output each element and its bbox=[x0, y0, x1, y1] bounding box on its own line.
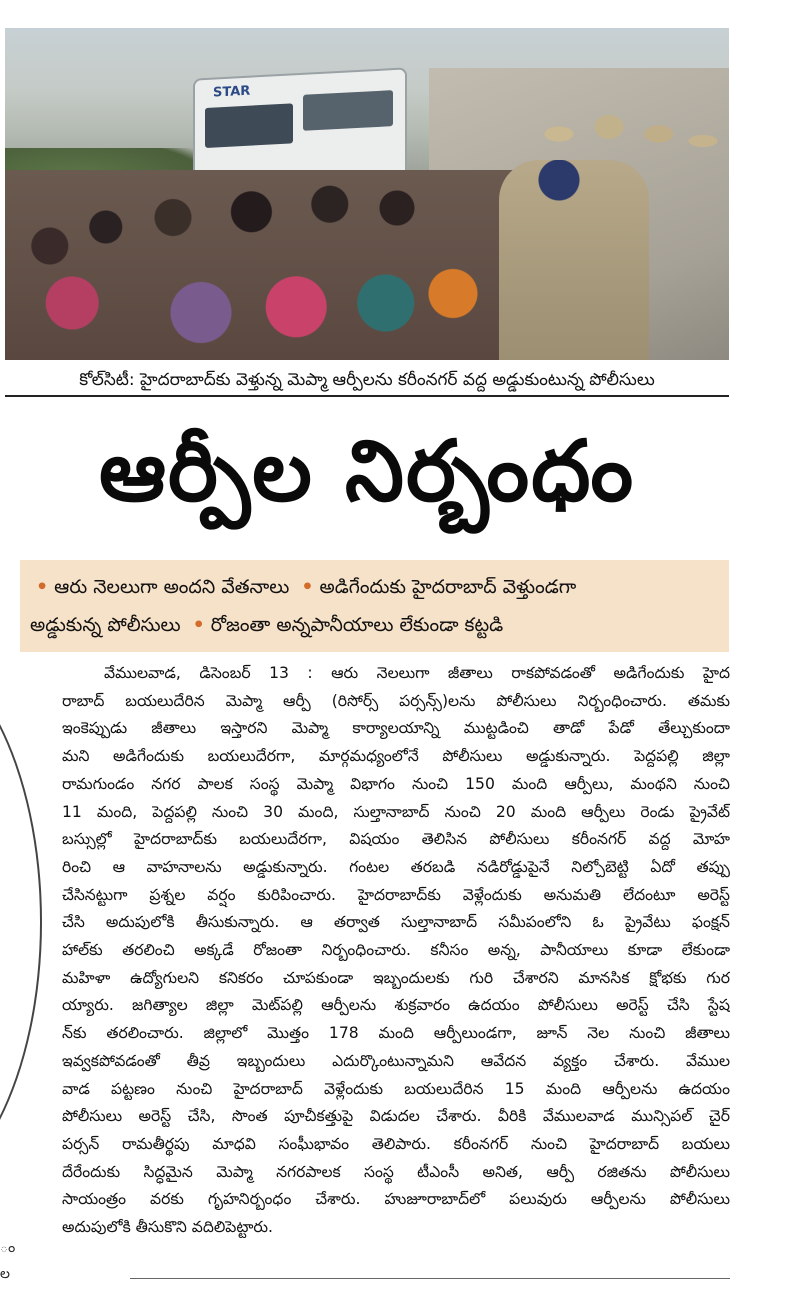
article-line: సాయంత్రం వరకు గృహనిర్బంధం చేశారు. హుజూరాబాద్‌లో పలువురు ఆర్పీలను పోలీసులు bbox=[62, 1190, 730, 1209]
subheadline-box bbox=[20, 560, 729, 652]
article-line: హాల్‌కు తరలించి అక్కడే రోజంతా నిర్బంధించారు. కనీసం అన్న, పానీయాలు కూడా లేకుండా bbox=[62, 941, 730, 960]
bullet: • bbox=[36, 576, 49, 598]
article-line: రించి ఆ వాహనాలను అడ్డుకున్నారు. గంటల తరబడి నడిరోడ్డుపైనే నిల్చోబెట్టి ఏదో తప్పు bbox=[62, 857, 730, 876]
adjacent-article-fragment: ం bbox=[0, 1240, 16, 1256]
bottom-rule bbox=[130, 1278, 730, 1279]
photo-bus-brand: STAR bbox=[213, 83, 251, 101]
article-line: దేరేందుకు సిద్ధమైన మెప్మా నగరపాలక సంస్థ టీఎంసీ అనిత, ఆర్పీ రజితను పోలీసులు bbox=[62, 1162, 730, 1181]
article-line: ఇవ్వకపోవడంతో తీవ్ర ఇబ్బందులు ఎదుర్కొంటున్నామని ఆవేదన వ్యక్తం చేశారు. వేముల bbox=[62, 1051, 730, 1070]
photo-crowd bbox=[5, 170, 565, 360]
news-photo bbox=[5, 28, 729, 360]
bullet: • bbox=[192, 614, 205, 636]
article-line: మహిళా ఉద్యోగులని కనికరం చూపకుండా ఇబ్బందులకు గురి చేశారని మానసిక క్షోభకు గుర bbox=[62, 968, 730, 987]
adjacent-article-border bbox=[0, 640, 42, 1204]
subheadline-line-1 bbox=[30, 568, 719, 606]
article-line: య్యారు. జగిత్యాల జిల్లా మెట్‌పల్లి ఆర్పీలను శుక్రవారం ఉదయం పోలీసులు అరెస్ట్ చేసి స్టేష bbox=[62, 996, 730, 1015]
article-line: ఇంకెప్పుడు జీతాలు ఇస్తారని మెప్మా కార్యాలయాన్ని ముట్టడించి తాడో పేడో తేల్చుకుందా bbox=[62, 719, 730, 738]
article-line: చేసినట్టుగా ప్రశ్నల వర్షం కురిపించారు. హైదరాబాద్‌కు వెళ్లేందుకు అనుమతి లేదంటూ అరెస్ట్ bbox=[62, 885, 730, 904]
article-line: వాడ పట్టణం నుంచి హైదరాబాద్ వెళ్లేందుకు బయలుదేరిన 15 మంది ఆర్పీలను ఉదయం bbox=[62, 1079, 730, 1098]
subheadline-line-2 bbox=[30, 606, 719, 644]
article-line: బస్సుల్లో హైదరాబాద్‌కు బయలుదేరగా, విషయం తెలిసిన పోలీసులు కరీంనగర్ వద్ద మోహ bbox=[62, 830, 730, 849]
photo-bus-side-window bbox=[303, 90, 393, 131]
subheadline-item: ఆరు నెలలుగా అందని వేతనాలు bbox=[54, 576, 290, 598]
subheadline-item: అడిగేందుకు హైదరాబాద్ వెళ్తుండగా bbox=[319, 576, 577, 598]
caption-rule bbox=[5, 395, 729, 397]
article-line: అదుపులోకి తీసుకొని వదిలిపెట్టారు. bbox=[62, 1218, 274, 1237]
article-line: పర్సన్ రామతీర్థపు మాధవి సంఘీభావం తెలిపారు. కరీంనగర్ నుంచి హైదరాబాద్ బయలు bbox=[62, 1134, 730, 1153]
article-line: మని అడిగేందుకు బయలుదేరగా, మార్గమధ్యంలోనే పోలీసులు అడ్డుకున్నారు. పెద్దపల్లి జిల్లా bbox=[62, 747, 730, 766]
adjacent-article-fragment: ల bbox=[0, 1266, 10, 1282]
photo-bus-window bbox=[205, 103, 293, 148]
article-line: పోలీసులు అరెస్ట్ చేసి, సొంత పూచీకత్తుపై విడుదల చేశారు. వీరికి వేములవాడ మున్సిపల్ చైర్ bbox=[62, 1107, 730, 1126]
article-line: రాబాద్ బయలుదేరిన మెప్మా ఆర్పీ (రిసోర్స్ పర్సన్స్)లను పోలీసులు నిర్బంధించారు. తమకు bbox=[62, 691, 730, 710]
headline: ఆర్పీల నిర్బంధం bbox=[98, 422, 636, 520]
article-line: న్‌కు తరలించారు. జిల్లాలో మొత్తం 178 మంది ఆర్పీలుండగా, జూన్ నెల నుంచి జీతాలు bbox=[62, 1024, 730, 1043]
article-line: చేసి అదుపులోకి తీసుకున్నారు. ఆ తర్వాత సుల్తానాబాద్ సమీపంలోని ఓ ప్రైవేటు ఫంక్షన్ bbox=[62, 913, 730, 932]
article-line: రామగుండం నగర పాలక సంస్థ మెప్మా విభాగం నుంచి 150 మంది ఆర్పీలు, మంథని నుంచి bbox=[62, 774, 730, 793]
article-line: 11 మంది, పెద్దపల్లి నుంచి 30 మంది, సుల్తానాబాద్ నుంచి 20 మంది ఆర్పీలు రెండు ప్రైవేట్ bbox=[62, 802, 730, 821]
bullet: • bbox=[301, 576, 314, 598]
photo-caption: కోల్‌సిటీ: హైదరాబాద్‌కు వెళ్తున్న మెప్మా ఆర్పీలను కరీంనగర్ వద్ద అడ్డుకుంటున్న పోలీసులు bbox=[79, 370, 655, 390]
subheadline-item: అడ్డుకున్న పోలీసులు bbox=[30, 614, 181, 636]
article-body bbox=[62, 660, 730, 1242]
article-line: వేములవాడ, డిసెంబర్ 13 : ఆరు నెలలుగా జీతాలు రాకపోవడంతో అడిగేందుకు హైద bbox=[104, 664, 730, 682]
photo-police-woman bbox=[499, 160, 649, 360]
subheadline-item: రోజంతా అన్నపానీయాలు లేకుండా కట్టడి bbox=[210, 614, 504, 636]
